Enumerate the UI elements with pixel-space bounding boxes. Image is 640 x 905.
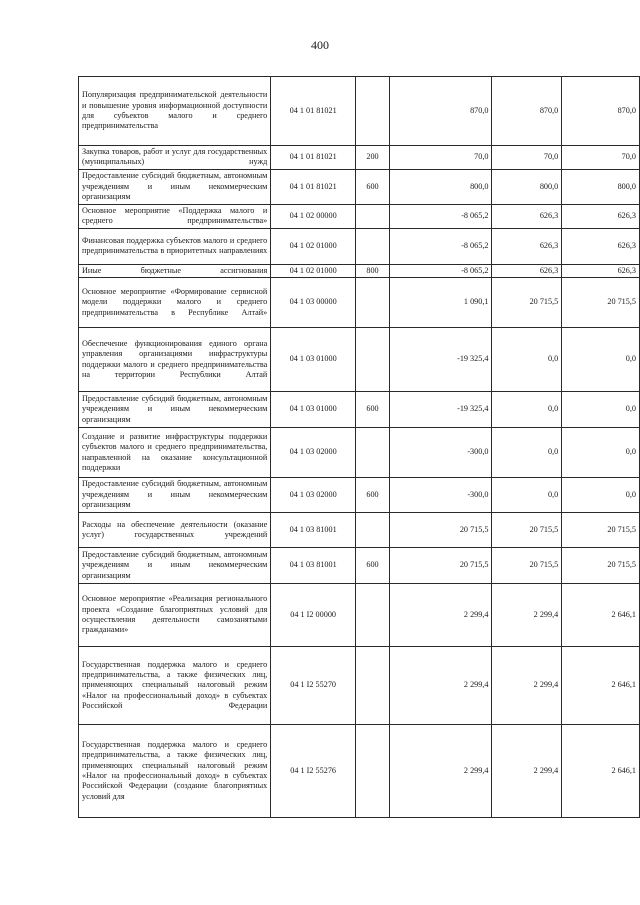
row-value-3: 2 646,1: [562, 584, 640, 647]
row-value-2: 626,3: [492, 204, 562, 228]
row-value-1: -8 065,2: [389, 204, 492, 228]
row-value-3: 626,3: [562, 228, 640, 264]
row-value-2: 20 715,5: [492, 513, 562, 548]
row-value-1: 20 715,5: [389, 548, 492, 584]
row-code: 04 1 01 81021: [271, 77, 356, 146]
row-value-1: -300,0: [389, 478, 492, 513]
table-row: [79, 513, 640, 548]
row-expense-type: 600: [356, 548, 390, 584]
row-code: 04 1 I2 00000: [271, 584, 356, 647]
row-value-1: 2 299,4: [389, 725, 492, 818]
row-name: Основное мероприятие «Реализация регионального проекта «Создание благоприятных условий для осуществления деятельности самозанятыми гражданами»: [79, 584, 271, 647]
row-expense-type: 600: [356, 169, 390, 204]
row-value-2: 626,3: [492, 264, 562, 277]
row-value-2: 2 299,4: [492, 725, 562, 818]
row-expense-type: [356, 584, 390, 647]
table-row: [79, 428, 640, 478]
row-code: 04 1 02 01000: [271, 228, 356, 264]
row-code: 04 1 03 01000: [271, 392, 356, 428]
table-row: [79, 77, 640, 146]
row-value-1: 70,0: [389, 146, 492, 170]
row-value-3: 0,0: [562, 328, 640, 392]
row-name: Предоставление субсидий бюджетным, автономным учреждениям и иным некоммерческим организациям: [79, 548, 271, 584]
row-name: Основное мероприятие «Формирование сервисной модели поддержки малого и среднего предпринимательства в Республике Алтай»: [79, 278, 271, 328]
row-name: Предоставление субсидий бюджетным, автономным учреждениям и иным некоммерческим организациям: [79, 169, 271, 204]
row-name: Финансовая поддержка субъектов малого и среднего предпринимательства в приоритетных направлениях: [79, 228, 271, 264]
row-value-3: 70,0: [562, 146, 640, 170]
row-value-2: 800,0: [492, 169, 562, 204]
row-code: 04 1 I2 55270: [271, 647, 356, 725]
row-name: Закупка товаров, работ и услуг для государственных (муниципальных) нужд: [79, 146, 271, 170]
row-expense-type: [356, 725, 390, 818]
row-value-3: 20 715,5: [562, 513, 640, 548]
page-number: 400: [311, 38, 329, 52]
row-expense-type: [356, 204, 390, 228]
row-expense-type: [356, 428, 390, 478]
row-value-2: 0,0: [492, 328, 562, 392]
row-value-3: 800,0: [562, 169, 640, 204]
row-code: 04 1 01 81021: [271, 146, 356, 170]
row-value-3: 2 646,1: [562, 725, 640, 818]
row-value-1: -19 325,4: [389, 328, 492, 392]
table-row: [79, 169, 640, 204]
row-value-1: 2 299,4: [389, 647, 492, 725]
row-value-1: 870,0: [389, 77, 492, 146]
row-code: 04 1 03 81001: [271, 548, 356, 584]
row-expense-type: 600: [356, 392, 390, 428]
row-value-2: 20 715,5: [492, 548, 562, 584]
row-value-1: -8 065,2: [389, 228, 492, 264]
row-name: Государственная поддержка малого и среднего предпринимательства, а также физических лиц, применяющих специальный налоговый режим «Налог на профессиональный доход» в субъектах Российской Федерации (создание благоприятных условий для: [79, 725, 271, 818]
row-code: 04 1 03 00000: [271, 278, 356, 328]
row-value-3: 0,0: [562, 478, 640, 513]
row-value-1: -300,0: [389, 428, 492, 478]
row-code: 04 1 03 01000: [271, 328, 356, 392]
row-value-3: 626,3: [562, 264, 640, 277]
row-value-2: 626,3: [492, 228, 562, 264]
table-row: [79, 228, 640, 264]
row-value-1: 2 299,4: [389, 584, 492, 647]
table-row: [79, 328, 640, 392]
row-expense-type: [356, 278, 390, 328]
table-row: [79, 146, 640, 170]
row-expense-type: [356, 647, 390, 725]
row-code: 04 1 03 81001: [271, 513, 356, 548]
row-name: Основное мероприятие «Поддержка малого и среднего предпринимательства»: [79, 204, 271, 228]
row-value-1: 1 090,1: [389, 278, 492, 328]
row-value-3: 20 715,5: [562, 548, 640, 584]
row-name: Предоставление субсидий бюджетным, автономным учреждениям и иным некоммерческим организациям: [79, 392, 271, 428]
table-row: [79, 725, 640, 818]
row-code: 04 1 03 02000: [271, 478, 356, 513]
row-name: Иные бюджетные ассигнования: [79, 264, 271, 277]
row-code: 04 1 02 00000: [271, 204, 356, 228]
row-name: Расходы на обеспечение деятельности (оказание услуг) государственных учреждений: [79, 513, 271, 548]
table-row: [79, 264, 640, 277]
table-row: [79, 392, 640, 428]
row-expense-type: [356, 228, 390, 264]
row-value-1: -19 325,4: [389, 392, 492, 428]
row-expense-type: [356, 328, 390, 392]
row-value-2: 0,0: [492, 392, 562, 428]
row-value-2: 70,0: [492, 146, 562, 170]
row-name: Предоставление субсидий бюджетным, автономным учреждениям и иным некоммерческим организациям: [79, 478, 271, 513]
row-expense-type: [356, 77, 390, 146]
budget-table: [78, 76, 640, 818]
row-code: 04 1 02 01000: [271, 264, 356, 277]
row-name: Популяризация предпринимательской деятельности и повышение уровня информационной доступности для субъектов малого и среднего предпринимательства: [79, 77, 271, 146]
table-row: [79, 204, 640, 228]
row-value-2: 2 299,4: [492, 584, 562, 647]
table-row: [79, 548, 640, 584]
row-value-3: 20 715,5: [562, 278, 640, 328]
row-value-1: -8 065,2: [389, 264, 492, 277]
row-value-2: 0,0: [492, 428, 562, 478]
row-name: Обеспечение функционирования единого органа управления организациями инфраструктуры поддержки малого и среднего предпринимательства на территории Республики Алтай: [79, 328, 271, 392]
row-expense-type: [356, 513, 390, 548]
row-value-1: 800,0: [389, 169, 492, 204]
row-expense-type: 200: [356, 146, 390, 170]
table-row: [79, 478, 640, 513]
row-value-3: 0,0: [562, 392, 640, 428]
table-row: [79, 647, 640, 725]
row-code: 04 1 03 02000: [271, 428, 356, 478]
row-value-3: 626,3: [562, 204, 640, 228]
row-value-3: 870,0: [562, 77, 640, 146]
row-value-3: 0,0: [562, 428, 640, 478]
row-value-2: 2 299,4: [492, 647, 562, 725]
row-value-2: 0,0: [492, 478, 562, 513]
table-row: [79, 278, 640, 328]
row-value-2: 20 715,5: [492, 278, 562, 328]
row-expense-type: 800: [356, 264, 390, 277]
row-value-1: 20 715,5: [389, 513, 492, 548]
row-value-2: 870,0: [492, 77, 562, 146]
table-row: [79, 584, 640, 647]
row-value-3: 2 646,1: [562, 647, 640, 725]
row-code: 04 1 I2 55276: [271, 725, 356, 818]
row-expense-type: 600: [356, 478, 390, 513]
row-name: Создание и развитие инфраструктуры поддержки субъектов малого и среднего предпринимательства, направленной на оказание консультационной поддержки: [79, 428, 271, 478]
row-code: 04 1 01 81021: [271, 169, 356, 204]
row-name: Государственная поддержка малого и среднего предпринимательства, а также физических лиц, применяющих специальный налоговый режим «Налог на профессиональный доход» в субъектах Российской Федерации: [79, 647, 271, 725]
